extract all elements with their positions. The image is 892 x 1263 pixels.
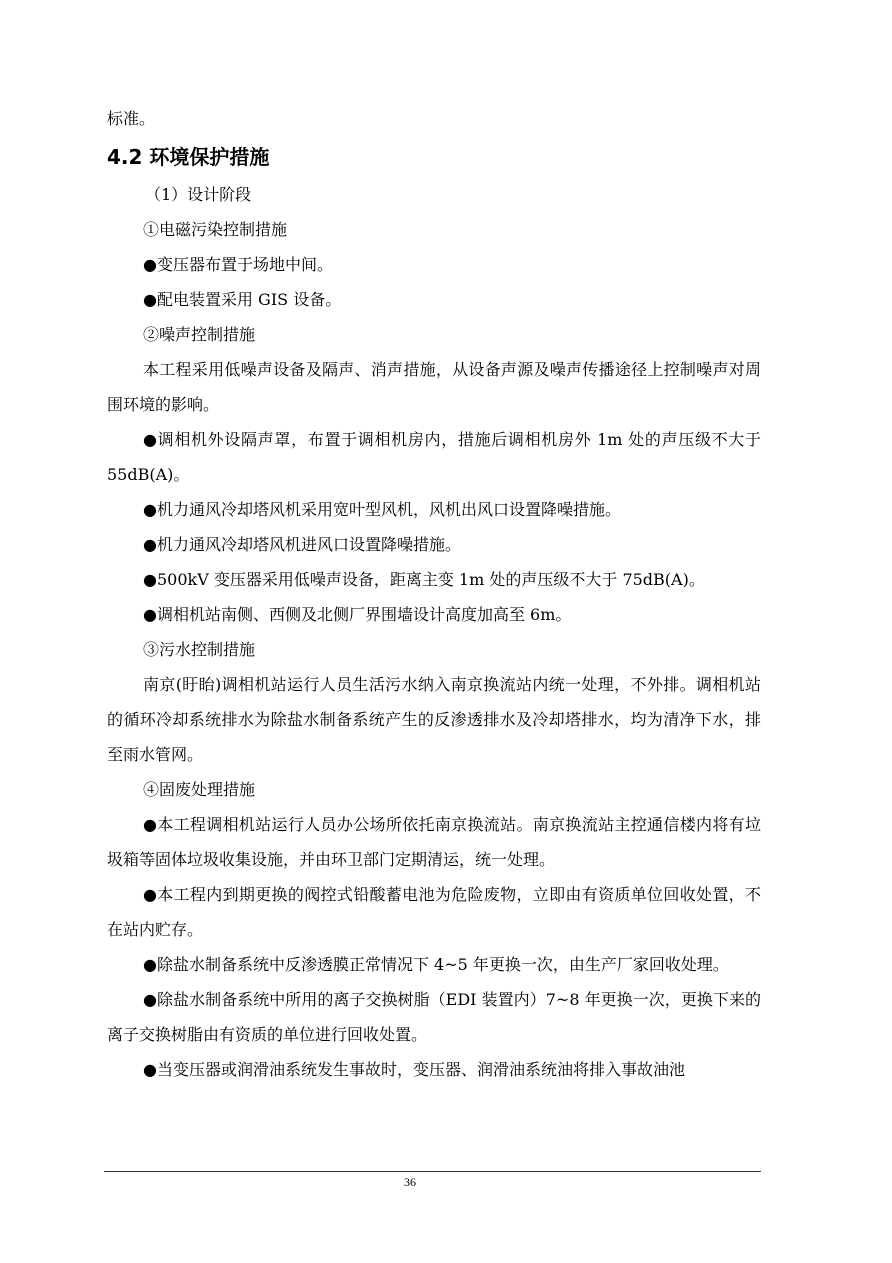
- bullet-paragraph: ●除盐水制备系统中反渗透膜正常情况下 4~5 年更换一次，由生产厂家回收处理。: [143, 955, 729, 974]
- bullet-paragraph: ●机力通风冷却塔风机进风口设置降噪措施。: [143, 535, 461, 554]
- page-number: 36: [404, 1175, 416, 1189]
- bullet-paragraph: ●调相机站南侧、西侧及北侧厂界围墙设计高度加高至 6m。: [143, 605, 572, 624]
- measure-title-solid-waste: ④固废处理措施: [143, 780, 256, 799]
- bullet-paragraph: ●500kV 变压器采用低噪声设备，距离主变 1m 处的声压级不大于 75dB(A)。: [143, 570, 705, 589]
- measure-title-wastewater: ③污水控制措施: [143, 640, 256, 659]
- body-paragraph: 本工程采用低噪声设备及隔声、消声措施，从设备声源及噪声传播途径上控制噪声对周围环境的影响。: [107, 360, 761, 414]
- bullet-paragraph: ●调相机外设隔声罩，布置于调相机房内，措施后调相机房外 1m 处的声压级不大于 55dB(A)。: [107, 430, 761, 484]
- body-paragraph: 南京(盱眙)调相机站运行人员生活污水纳入南京换流站内统一处理，不外排。调相机站的循环冷却系统排水为除盐水制备系统产生的反渗透排水及冷却塔排水，均为清净下水，排至雨水管网。: [107, 675, 761, 764]
- measure-title-electromagnetic: ①电磁污染控制措施: [143, 220, 288, 239]
- bullet-paragraph: ●本工程调相机站运行人员办公场所依托南京换流站。南京换流站主控通信楼内将有垃圾箱等固体垃圾收集设施，并由环卫部门定期清运，统一处理。: [107, 815, 761, 869]
- bullet-paragraph: ●除盐水制备系统中所用的离子交换树脂（EDI 装置内）7~8 年更换一次，更换下来的离子交换树脂由有资质的单位进行回收处置。: [107, 990, 761, 1044]
- bullet-paragraph: ●当变压器或润滑油系统发生事故时，变压器、润滑油系统油将排入事故油池: [143, 1060, 685, 1079]
- bullet-paragraph: ●本工程内到期更换的阀控式铅酸蓄电池为危险废物，立即由有资质单位回收处置，不在站内贮存。: [107, 885, 761, 939]
- measure-title-noise: ②噪声控制措施: [143, 325, 256, 344]
- bullet-paragraph: ●机力通风冷却塔风机采用宽叶型风机，风机出风口设置降噪措施。: [143, 500, 621, 519]
- bullet-paragraph: ●变压器布置于场地中间。: [143, 255, 333, 274]
- paragraph-continuation: 标准。: [107, 109, 156, 128]
- subsection-label: （1）设计阶段: [145, 185, 252, 204]
- footer-divider: [104, 1171, 761, 1172]
- document-body: [107, 101, 761, 1087]
- section-heading: 4.2 环境保护措施: [107, 145, 270, 169]
- bullet-paragraph: ●配电装置采用 GIS 设备。: [143, 290, 342, 309]
